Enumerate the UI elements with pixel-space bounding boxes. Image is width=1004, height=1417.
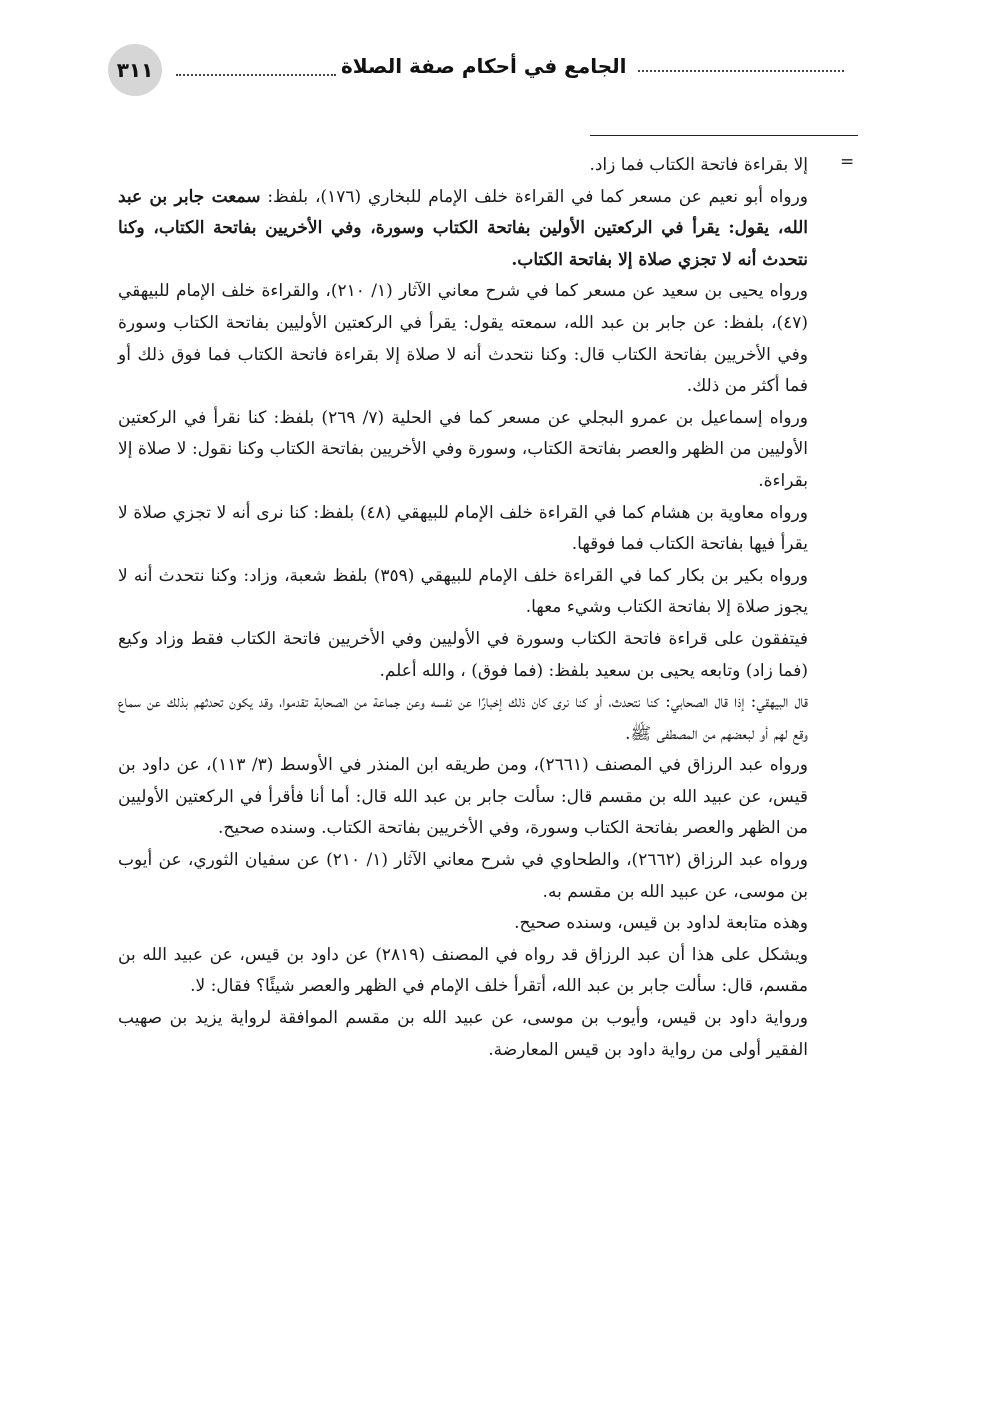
running-head-title: الجامع في أحكام صفة الصلاة <box>341 54 627 78</box>
paragraph-3: ورواه يحيى بن سعيد عن مسعر كما في شرح معاني الآثار (١/ ٢١٠)، والقراءة خلف الإمام للبيهقي (٤٧)، بلفظ: عن جابر بن عبد الله، سمعته يقول: يقرأ في الركعتين الأوليين بفاتحة الكتاب وسورة وفي الأخريين بفاتحة الكتاب قال: وكنا نتحدث أنه لا صلاة إلا بقراءة فاتحة الكتاب فما فوق ذلك أو فما أكثر من ذلك. <box>118 281 808 397</box>
paragraph-10: ورواه عبد الرزاق (٢٦٦٢)، والطحاوي في شرح معاني الآثار (١/ ٢١٠) عن سفيان الثوري، عن أيوب بن موسى، عن عبيد الله بن مقسم به. <box>118 850 808 902</box>
footnote-separator-rule <box>590 135 858 136</box>
paragraph-5: ورواه معاوية بن هشام كما في القراءة خلف الإمام للبيهقي (٤٨) بلفظ: كنا نرى أنه لا تجزي صلاة لا يقرأ فيها بفاتحة الكتاب فما فوقها. <box>118 502 808 555</box>
paragraph-8: قال البيهقي: إذا قال الصحابي: كنا نتحدث، أو كنا نرى كان ذلك إخبارًا عن نفسه وعن جماعة من الصحابة تقدموا، وقد يكون تحدثهم بذلك عن سماع وقع لهم أو لبعضهم من المصطفى ﷺ. <box>118 692 808 744</box>
paragraph-13: ورواية داود بن قيس، وأيوب بن موسى، عن عبيد الله بن مقسم الموافقة لرواية يزيد بن صهيب الفقير أولى من رواية داود بن قيس المعارضة. <box>118 1008 808 1060</box>
bold-quote: سمعت جابر بن عبد الله، يقول: يقرأ في الركعتين الأولين بفاتحة الكتاب وسورة، وفي الأخريين بفاتحة الكتاب، وكنا نتحدث أنه لا تجزي صلاة إلا بفاتحة الكتاب. <box>118 186 808 270</box>
paragraph-12: ويشكل على هذا أن عبد الرزاق قد رواه في المصنف (٢٨١٩) عن داود بن قيس، عن عبيد الله بن مقسم، قال: سألت جابر بن عبد الله، أتقرأ خلف الإمام في الظهر والعصر شيئًا؟ فقال: لا. <box>118 944 809 997</box>
header-dotted-leader-left <box>176 74 336 76</box>
paragraph-4: ورواه إسماعيل بن عمرو البجلي عن مسعر كما في الحلية (٧/ ٢٦٩) بلفظ: كنا نقرأ في الركعتين الأوليين من الظهر والعصر بفاتحة الكتاب، وسورة وفي الأخريين بفاتحة الكتاب وكنا نقول: لا صلاة إلا بقراءة. <box>118 407 808 491</box>
paragraph-11: وهذه متابعة لداود بن قيس، وسنده صحيح. <box>514 913 808 934</box>
page-number: ٣١١ <box>108 44 162 96</box>
paragraph-9: ورواه عبد الرزاق في المصنف (٢٦٦١)، ومن طريقه ابن المنذر في الأوسط (٣/ ١١٣)، عن داود بن قيس، عن عبيد الله بن مقسم قال: سألت جابر بن عبد الله قال: أما أنا فأقرأ في الركعتين الأوليين من الظهر والعصر بفاتحة الكتاب وسورة، وفي الأخريين بفاتحة الكتاب. وسنده صحيح. <box>118 755 808 839</box>
paragraph-6: ورواه بكير بن بكار كما في القراءة خلف الإمام للبيهقي (٣٥٩) بلفظ شعبة، وزاد: وكنا نتحدث أنه لا يجوز صلاة إلا بفاتحة الكتاب وشيء معها. <box>118 565 809 618</box>
page-header <box>108 44 844 104</box>
paragraph-2: ورواه أبو نعيم عن مسعر كما في القراءة خلف الإمام للبخاري (١٧٦)، بلفظ: سمعت جابر بن عبد الله، يقول: يقرأ في الركعتين الأولين بفاتحة الكتاب وسورة، وفي الأخريين بفاتحة الكتاب، وكنا نتحدث أنه لا تجزي صلاة إلا بفاتحة الكتاب. <box>118 186 809 270</box>
footnote-body <box>118 150 808 1066</box>
paragraph-1: إلا بقراءة فاتحة الكتاب فما زاد. <box>589 155 808 175</box>
footnote-continuation-mark: = <box>840 152 855 172</box>
header-dotted-leader-right <box>638 70 844 72</box>
paragraph-7: فيتفقون على قراءة فاتحة الكتاب وسورة في الأوليين وفي الأخريين فاتحة الكتاب فقط وزاد وكيع (فما زاد) وتابعه يحيى بن سعيد بلفظ: (فما فوق) ، والله أعلم. <box>118 628 808 681</box>
